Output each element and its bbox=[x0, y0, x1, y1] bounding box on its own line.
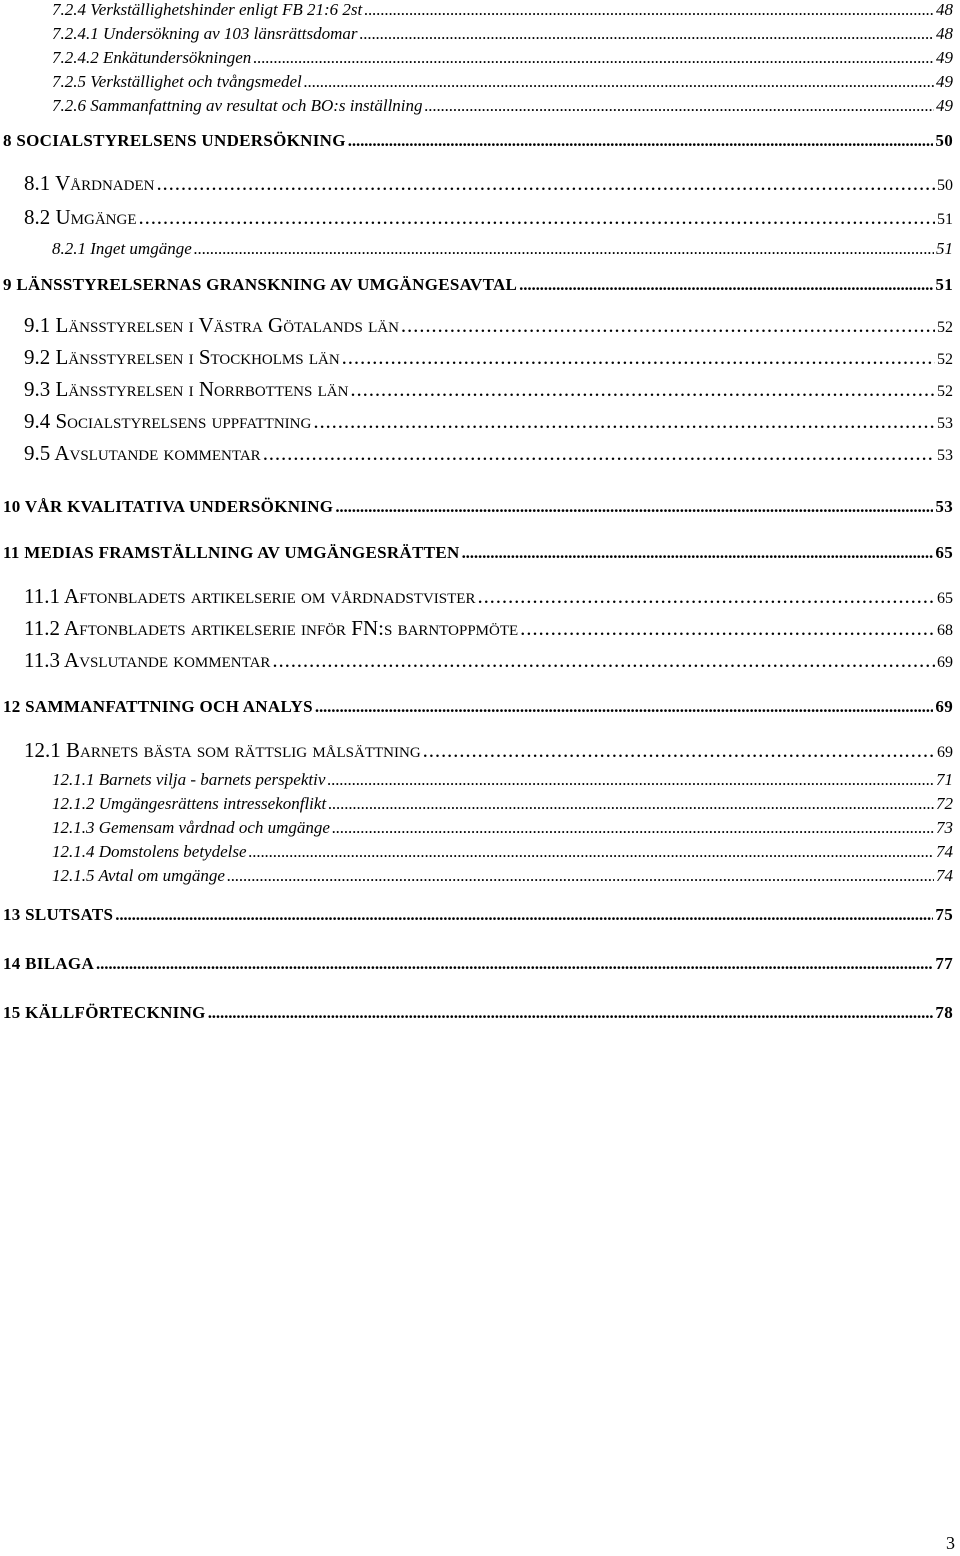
toc-entry-page: 53 bbox=[937, 415, 953, 432]
toc-entry-title: 9.5 Avslutande kommentar bbox=[24, 441, 261, 465]
dot-leader bbox=[156, 171, 935, 196]
toc-entry[interactable] bbox=[0, 648, 960, 673]
toc-entry-page: 52 bbox=[937, 383, 953, 400]
toc-entry[interactable] bbox=[0, 738, 960, 763]
toc-entry-page: 52 bbox=[937, 319, 953, 336]
dot-leader bbox=[227, 866, 934, 886]
toc-entry-title: 15 KÄLLFÖRTECKNING bbox=[3, 1003, 206, 1022]
toc-entry-title: 7.2.4.1 Undersökning av 103 länsrättsdomar bbox=[52, 24, 358, 43]
dot-leader bbox=[335, 497, 933, 517]
toc-entry-page: 48 bbox=[936, 0, 953, 19]
toc-entry-title: 8.1 Vårdnaden bbox=[24, 171, 155, 195]
dot-leader bbox=[519, 275, 933, 295]
toc-entry[interactable] bbox=[0, 818, 960, 838]
toc-entry-title: 9 LÄNSSTYRELSERNAS GRANSKNING AV UMGÄNGESAVTAL bbox=[3, 275, 518, 294]
toc-entry[interactable] bbox=[0, 239, 960, 259]
dot-leader bbox=[423, 738, 935, 763]
toc-entry[interactable] bbox=[0, 171, 960, 196]
toc-entry-title: 9.4 Socialstyrelsens uppfattning bbox=[24, 409, 312, 433]
toc-entry-page: 51 bbox=[937, 211, 953, 228]
dot-leader bbox=[350, 377, 935, 402]
dot-leader bbox=[327, 770, 934, 790]
toc-entry-title: 12.1.1 Barnets vilja - barnets perspektiv bbox=[52, 770, 326, 789]
dot-leader bbox=[328, 794, 934, 814]
toc-entry[interactable] bbox=[0, 205, 960, 230]
toc-entry-page: 51 bbox=[935, 275, 953, 294]
toc-entry[interactable] bbox=[0, 441, 960, 466]
toc-entry-title: 10 VÅR KVALITATIVA UNDERSÖKNING bbox=[3, 497, 334, 516]
toc-entry-page: 69 bbox=[935, 697, 953, 716]
dot-leader bbox=[208, 1003, 934, 1023]
toc-entry[interactable] bbox=[0, 0, 960, 20]
toc-entry-page: 48 bbox=[936, 24, 953, 43]
toc-entry[interactable] bbox=[0, 96, 960, 116]
dot-leader bbox=[96, 954, 933, 974]
dot-leader bbox=[477, 584, 935, 609]
dot-leader bbox=[249, 842, 934, 862]
toc-entry[interactable] bbox=[0, 313, 960, 338]
toc-entry-page: 75 bbox=[935, 905, 953, 924]
dot-leader bbox=[364, 0, 934, 20]
toc-entry[interactable] bbox=[0, 377, 960, 402]
toc-entry-page: 50 bbox=[935, 131, 953, 150]
toc-entry[interactable] bbox=[0, 24, 960, 44]
dot-leader bbox=[462, 543, 934, 563]
toc-entry[interactable] bbox=[0, 697, 960, 717]
dot-leader bbox=[253, 48, 934, 68]
toc-entry[interactable] bbox=[0, 616, 960, 641]
toc-entry[interactable] bbox=[0, 1003, 960, 1023]
dot-leader bbox=[425, 96, 934, 116]
dot-leader bbox=[139, 205, 936, 230]
toc-entry-page: 51 bbox=[936, 239, 953, 258]
dot-leader bbox=[360, 24, 934, 44]
toc-entry-title: 7.2.6 Sammanfattning av resultat och BO:s inställning bbox=[52, 96, 423, 115]
dot-leader bbox=[194, 239, 934, 259]
toc-entry-page: 65 bbox=[935, 543, 953, 562]
toc-entry-title: 11.1 Aftonbladets artikelserie om vårdnadstvister bbox=[24, 584, 476, 608]
toc-entry[interactable] bbox=[0, 794, 960, 814]
toc-entry-title: 9.2 Länsstyrelsen i Stockholms län bbox=[24, 345, 340, 369]
toc-entry-page: 74 bbox=[936, 866, 953, 885]
dot-leader bbox=[342, 345, 935, 370]
toc-entry[interactable] bbox=[0, 584, 960, 609]
toc-entry-page: 49 bbox=[936, 48, 953, 67]
toc-entry-page: 74 bbox=[936, 842, 953, 861]
toc-entry-page: 69 bbox=[937, 654, 953, 671]
toc-entry-title: 11.2 Aftonbladets artikelserie inför FN:s barntoppmöte bbox=[24, 616, 519, 640]
toc-entry-title: 8.2.1 Inget umgänge bbox=[52, 239, 192, 258]
toc-entry[interactable] bbox=[0, 770, 960, 790]
toc-entry-page: 65 bbox=[937, 590, 953, 607]
toc-entry-title: 8.2 Umgänge bbox=[24, 205, 137, 229]
toc-entry[interactable] bbox=[0, 905, 960, 925]
toc-entry-title: 13 SLUTSATS bbox=[3, 905, 114, 924]
toc-entry-title: 9.3 Länsstyrelsen i Norrbottens län bbox=[24, 377, 349, 401]
toc-entry[interactable] bbox=[0, 842, 960, 862]
toc-entry[interactable] bbox=[0, 543, 960, 563]
toc-entry-page: 53 bbox=[937, 447, 953, 464]
toc-entry-title: 7.2.4.2 Enkätundersökningen bbox=[52, 48, 252, 67]
dot-leader bbox=[315, 697, 934, 717]
toc-entry-title: 12 SAMMANFATTNING OCH ANALYS bbox=[3, 697, 313, 716]
toc-entry[interactable] bbox=[0, 497, 960, 517]
toc-entry-page: 68 bbox=[937, 622, 953, 639]
toc-entry-page: 49 bbox=[936, 72, 953, 91]
toc-entry-title: 14 BILAGA bbox=[3, 954, 95, 973]
toc-entry-page: 53 bbox=[935, 497, 953, 516]
toc-entry[interactable] bbox=[0, 131, 960, 151]
toc-entry[interactable] bbox=[0, 866, 960, 886]
dot-leader bbox=[313, 409, 935, 434]
dot-leader bbox=[332, 818, 934, 838]
toc-entry-page: 52 bbox=[937, 351, 953, 368]
toc-entry-title: 12.1.5 Avtal om umgänge bbox=[52, 866, 225, 885]
toc-entry-title: 12.1.3 Gemensam vårdnad och umgänge bbox=[52, 818, 330, 837]
toc-entry[interactable] bbox=[0, 954, 960, 974]
toc-entry-title: 11.3 Avslutande kommentar bbox=[24, 648, 271, 672]
toc-entry-page: 78 bbox=[935, 1003, 953, 1022]
toc-entry-title: 12.1.2 Umgängesrättens intressekonflikt bbox=[52, 794, 327, 813]
toc-entry-title: 9.1 Länsstyrelsen i Västra Götalands län bbox=[24, 313, 399, 337]
toc-entry[interactable] bbox=[0, 275, 960, 295]
toc-entry[interactable] bbox=[0, 345, 960, 370]
dot-leader bbox=[520, 616, 935, 641]
toc-entry-title: 7.2.5 Verkställighet och tvångsmedel bbox=[52, 72, 302, 91]
toc-entry-title: 12.1 Barnets bästa som rättslig målsättning bbox=[24, 738, 421, 762]
dot-leader bbox=[348, 131, 934, 151]
page-number: 3 bbox=[946, 1533, 955, 1553]
dot-leader bbox=[401, 313, 935, 338]
dot-leader bbox=[263, 441, 935, 466]
toc-entry-page: 72 bbox=[936, 794, 953, 813]
dot-leader bbox=[272, 648, 935, 673]
toc-entry-page: 69 bbox=[937, 744, 953, 761]
dot-leader bbox=[115, 905, 933, 925]
toc-entry-title: 7.2.4 Verkställighetshinder enligt FB 21:6 2st bbox=[52, 0, 363, 19]
toc-entry[interactable] bbox=[0, 409, 960, 434]
toc-entry-title: 12.1.4 Domstolens betydelse bbox=[52, 842, 247, 861]
toc-entry[interactable] bbox=[0, 72, 960, 92]
toc-entry-page: 49 bbox=[936, 96, 953, 115]
toc-entry-title: 11 MEDIAS FRAMSTÄLLNING AV UMGÄNGESRÄTTEN bbox=[3, 543, 460, 562]
toc-entry-page: 77 bbox=[935, 954, 953, 973]
toc-entry-page: 73 bbox=[936, 818, 953, 837]
toc-entry-title: 8 SOCIALSTYRELSENS UNDERSÖKNING bbox=[3, 131, 346, 150]
dot-leader bbox=[304, 72, 934, 92]
toc-entry-page: 71 bbox=[936, 770, 953, 789]
toc-entry[interactable] bbox=[0, 48, 960, 68]
toc-entry-page: 50 bbox=[937, 177, 953, 194]
